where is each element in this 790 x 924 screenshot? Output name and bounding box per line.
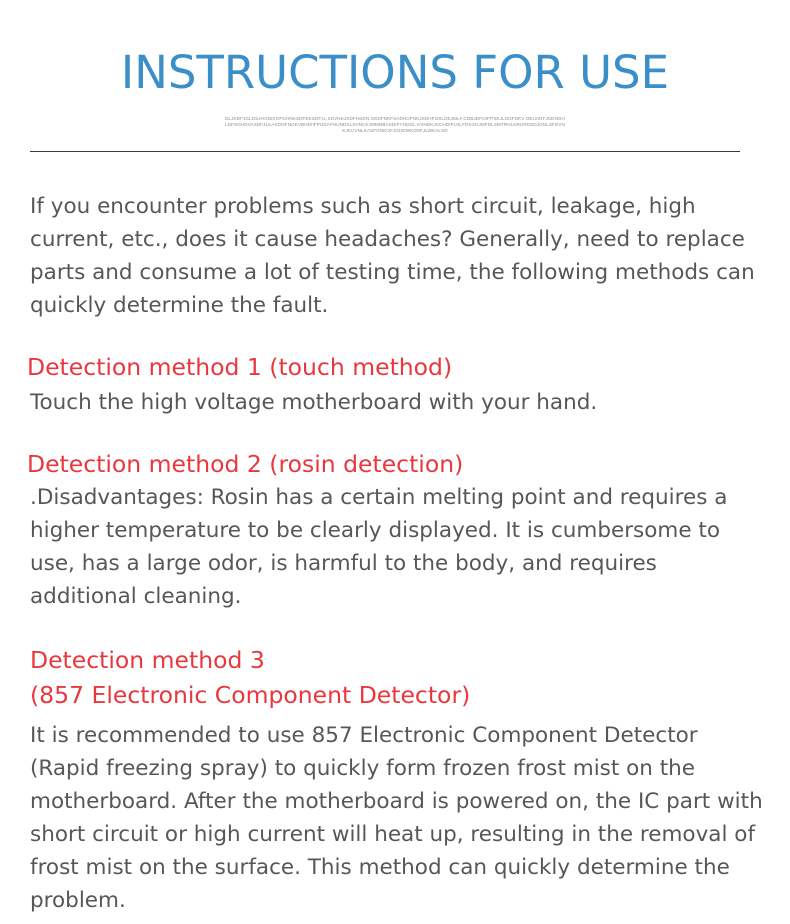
method-3-heading: Detection method 3 (30, 646, 265, 674)
method-3-body: It is recommended to use 857 Electronic Component Detector (Rapid freezing spray) to quickly form frozen frost mist on the motherboard. After the motherboard is powered on, the IC part with short circuit or high current will heat up, resulting in the removal of frost mist on the surface. This method can quickly determine the problem. (30, 723, 763, 913)
divider (30, 151, 740, 152)
method-3-subheading: (857 Electronic Component Detector) (30, 681, 471, 709)
method-2-body: .Disadvantages: Rosin has a certain melting point and requires a higher temperature to be clearly displayed. It is cumbersome to use, has a large odor, is harmful to the body, and requires additional cleaning. (30, 485, 728, 609)
method-1-body: Touch the high voltage motherboard with your hand. (30, 390, 598, 415)
method-1-heading: Detection method 1 (touch method) (27, 353, 453, 381)
intro-paragraph: If you encounter problems such as short circuit, leakage, high current, etc., does it cause headaches? Generally, need to replace parts and consume a lot of testing time, the following methods can quickly determine the fault. (30, 194, 755, 318)
fine-print-text: DLJKDFJGLDSJHGDIKOFGHNKSDFEKSDF.IL,SDVNKJSDFHSDN,GEDFNKFSADHUFNKJSDHFOSLDEJMLF.CDBJDFOIFPSEJLGNFDKV OEUADFJSDNGHLDFSGHDVASDFJLKASDGFNOKVBHDIIFPUDAFHUNDSLSVNCKJMMNBASDIFYHDGL KVNDKJVCHDIFUJLFDSGHJMFDLSMTRHLKRURDSDJGNLSFDVNKJKCVNLKASFGNKOFJGHDWKDSFJLWKALSD (225, 116, 565, 133)
method-2-heading: Detection method 2 (rosin detection) (27, 450, 464, 478)
page-title: INSTRUCTIONS FOR USE (120, 46, 670, 99)
